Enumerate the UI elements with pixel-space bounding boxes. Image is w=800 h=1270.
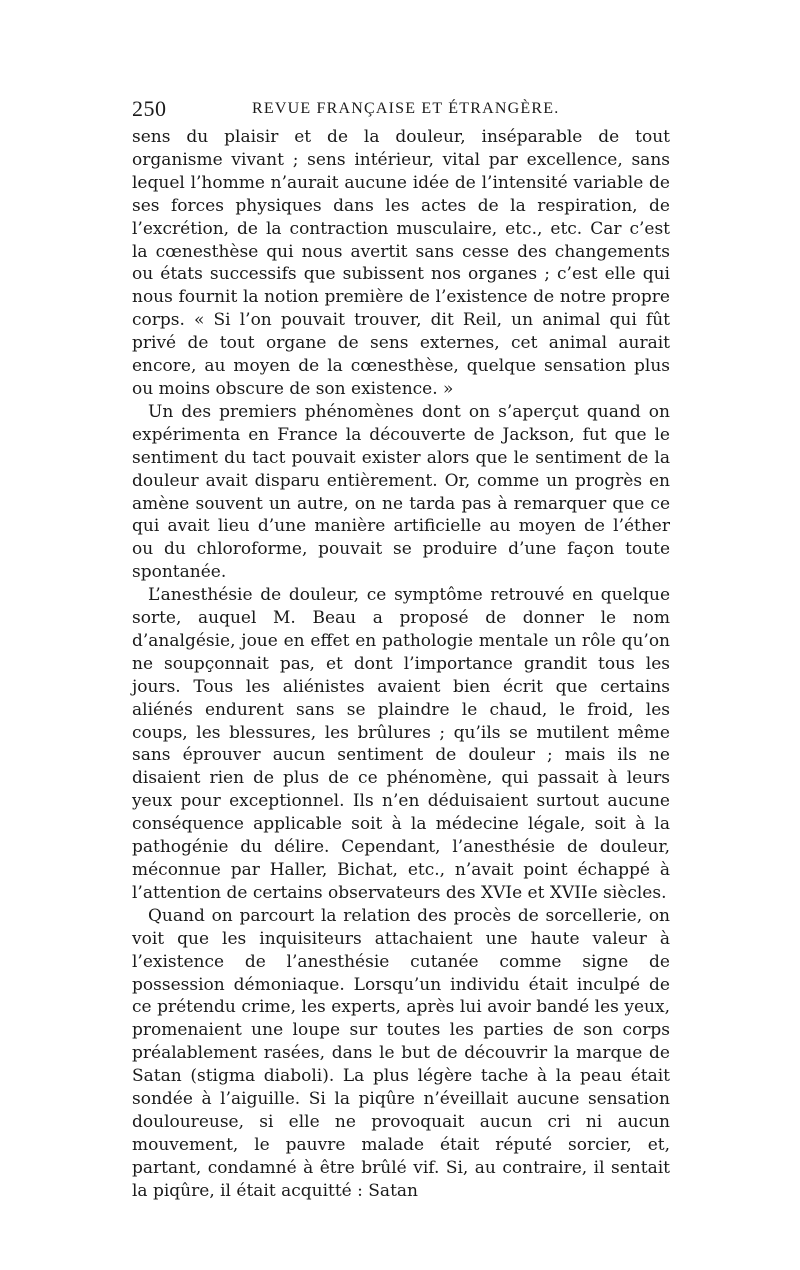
body-text xyxy=(132,126,670,1203)
running-title: REVUE FRANÇAISE ET ÉTRANGÈRE. xyxy=(252,100,560,117)
paragraph: Un des premiers phénomènes dont on s’aperçut quand on expérimenta en France la découverte de Jackson, fut que le sentiment du tact pouvait exister alors que le sentiment de la douleur avait disparu entièrement. Or, comme un progrès en amène souvent un autre, on ne tarda pas à remarquer que ce qui avait lieu d’une manière artificielle au moyen de l’éther ou du chloroforme, pouvait se produire d’une façon toute spontanée. xyxy=(132,401,670,583)
book-page xyxy=(132,92,670,1203)
paragraph: L’anesthésie de douleur, ce symptôme retrouvé en quelque sorte, auquel M. Beau a proposé de donner le nom d’analgésie, joue en effet en pathologie mentale un rôle qu’on ne soupçonnait pas, et dont l’importance grandit tous les jours. Tous les aliénistes avaient bien écrit que certains aliénés endurent sans se plaindre le chaud, le froid, les coups, les blessures, les brûlures ; qu’ils se mutilent même sans éprouver aucun sentiment de douleur ; mais ils ne disaient rien de plus de ce phénomène, qui passait à leurs yeux pour exceptionnel. Ils n’en déduisaient surtout aucune conséquence applicable soit à la médecine légale, soit à la pathogénie du délire. Cependant, l’anesthésie de douleur, méconnue par Haller, Bichat, etc., n’avait point échappé à l’attention de certains observateurs des XVIe et XVIIe siècles. xyxy=(132,585,670,903)
running-head xyxy=(132,92,670,126)
page-number: 250 xyxy=(132,96,167,121)
paragraph: Quand on parcourt la relation des procès de sorcellerie, on voit que les inquisiteurs attachaient une haute valeur à l’existence de l’anesthésie cutanée comme signe de possession démoniaque. Lorsqu’un individu était inculpé de ce prétendu crime, les experts, après lui avoir bandé les yeux, promenaient une loupe sur toutes les parties de son corps préalablement rasées, dans le but de découvrir la marque de Satan (stigma diaboli). La plus légère tache à la peau était sondée à l’aiguille. Si la piqûre n’éveillait aucune sensation douloureuse, si elle ne provoquait aucun cri ni aucun mouvement, le pauvre malade était réputé sorcier, et, partant, condamné à être brûlé vif. Si, au contraire, il sentait la piqûre, il était acquitté : Satan xyxy=(132,905,670,1201)
paragraph: sens du plaisir et de la douleur, inséparable de tout organisme vivant ; sens intérieur, vital par excellence, sans lequel l’homme n’aurait aucune idée de l’intensité variable de ses forces physiques dans les actes de la respiration, de l’excrétion, de la contraction musculaire, etc., etc. Car c’est la cœnesthèse qui nous avertit sans cesse des changements ou états successifs que subissent nos organes ; c’est elle qui nous fournit la notion première de l’existence de notre propre corps. « Si l’on pouvait trouver, dit Reil, un animal qui fût privé de tout organe de sens externes, cet animal aurait encore, au moyen de la cœnesthèse, quelque sensation plus ou moins obscure de son existence. » xyxy=(132,127,670,399)
